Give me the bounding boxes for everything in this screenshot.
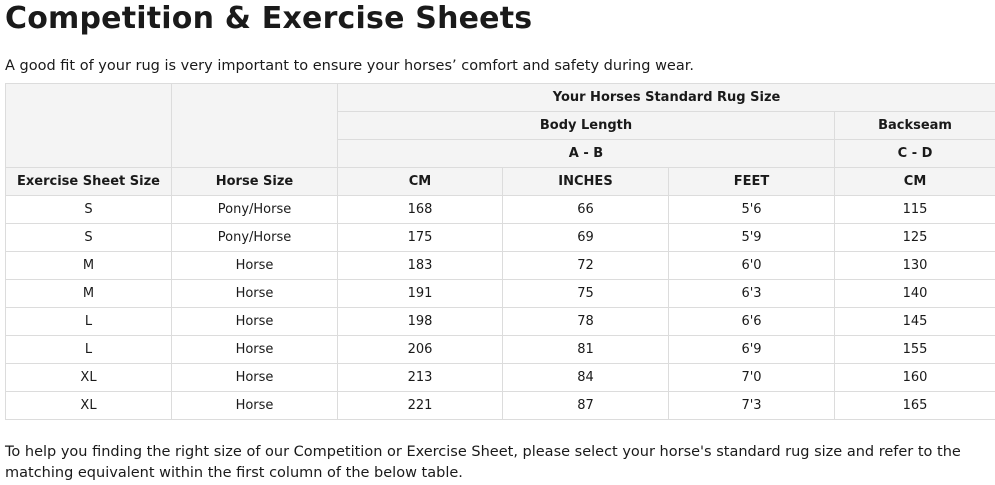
table-row — [6, 280, 995, 308]
header-blank-cell — [6, 84, 172, 168]
body-length-cm-cell: 206 — [338, 336, 503, 364]
body-length-cm-cell: 183 — [338, 252, 503, 280]
body-length-feet-cell: 6'6 — [669, 308, 835, 336]
column-header-backseam-cm: CM — [835, 168, 995, 196]
body-length-feet-cell: 7'3 — [669, 392, 835, 420]
horse-size-cell: Horse — [172, 252, 338, 280]
body-length-inches-cell: 81 — [503, 336, 669, 364]
exercise-sheet-size-cell: XL — [6, 392, 172, 420]
body-length-cm-cell: 213 — [338, 364, 503, 392]
backseam-cm-cell: 115 — [835, 196, 995, 224]
body-length-inches-cell: 69 — [503, 224, 669, 252]
backseam-cm-cell: 145 — [835, 308, 995, 336]
body-length-inches-cell: 87 — [503, 392, 669, 420]
body-length-code: A - B — [338, 140, 835, 168]
intro-text: A good fit of your rug is very important to ensure your horses’ comfort and safety during wear. — [5, 58, 694, 74]
backseam-cm-cell: 130 — [835, 252, 995, 280]
page-title: Competition & Exercise Sheets — [5, 1, 533, 36]
backseam-code: C - D — [835, 140, 995, 168]
backseam-cm-cell: 125 — [835, 224, 995, 252]
exercise-sheet-size-cell: L — [6, 336, 172, 364]
table-row — [6, 196, 995, 224]
body-length-cm-cell: 198 — [338, 308, 503, 336]
body-length-feet-cell: 5'9 — [669, 224, 835, 252]
body-length-feet-cell: 6'0 — [669, 252, 835, 280]
body-length-inches-cell: 84 — [503, 364, 669, 392]
table-row — [6, 224, 995, 252]
exercise-sheet-size-cell: L — [6, 308, 172, 336]
backseam-cm-cell: 160 — [835, 364, 995, 392]
body-length-inches-cell: 75 — [503, 280, 669, 308]
column-header-body-length-inches: INCHES — [503, 168, 669, 196]
backseam-cm-cell: 165 — [835, 392, 995, 420]
table-row — [6, 392, 995, 420]
backseam-cm-cell: 140 — [835, 280, 995, 308]
size-chart-table — [5, 83, 995, 420]
header-row-group — [6, 84, 995, 112]
column-header-row — [6, 168, 995, 196]
table-row — [6, 364, 995, 392]
horse-size-cell: Horse — [172, 280, 338, 308]
column-header-exercise-sheet-size: Exercise Sheet Size — [6, 168, 172, 196]
backseam-cm-cell: 155 — [835, 336, 995, 364]
horse-size-cell: Horse — [172, 392, 338, 420]
exercise-sheet-size-cell: M — [6, 280, 172, 308]
rug-size-group-header: Your Horses Standard Rug Size — [338, 84, 995, 112]
body-length-cm-cell: 191 — [338, 280, 503, 308]
table-row — [6, 252, 995, 280]
body-length-feet-cell: 6'3 — [669, 280, 835, 308]
column-header-body-length-feet: FEET — [669, 168, 835, 196]
header-blank-cell — [172, 84, 338, 168]
column-header-body-length-cm: CM — [338, 168, 503, 196]
column-header-horse-size: Horse Size — [172, 168, 338, 196]
footer-text: To help you finding the right size of our Competition or Exercise Sheet, please select your horse's standard rug size and refer to the matching equivalent within the first column of the below table. — [5, 444, 961, 481]
body-length-header: Body Length — [338, 112, 835, 140]
table-row — [6, 308, 995, 336]
backseam-header: Backseam — [835, 112, 995, 140]
horse-size-cell: Pony/Horse — [172, 196, 338, 224]
body-length-inches-cell: 78 — [503, 308, 669, 336]
exercise-sheet-size-cell: M — [6, 252, 172, 280]
body-length-inches-cell: 72 — [503, 252, 669, 280]
body-length-cm-cell: 168 — [338, 196, 503, 224]
table-body — [6, 196, 995, 420]
body-length-feet-cell: 6'9 — [669, 336, 835, 364]
exercise-sheet-size-cell: XL — [6, 364, 172, 392]
body-length-feet-cell: 5'6 — [669, 196, 835, 224]
body-length-cm-cell: 175 — [338, 224, 503, 252]
exercise-sheet-size-cell: S — [6, 224, 172, 252]
table-row — [6, 336, 995, 364]
exercise-sheet-size-cell: S — [6, 196, 172, 224]
body-length-feet-cell: 7'0 — [669, 364, 835, 392]
body-length-inches-cell: 66 — [503, 196, 669, 224]
horse-size-cell: Horse — [172, 364, 338, 392]
horse-size-cell: Horse — [172, 336, 338, 364]
horse-size-cell: Pony/Horse — [172, 224, 338, 252]
body-length-cm-cell: 221 — [338, 392, 503, 420]
horse-size-cell: Horse — [172, 308, 338, 336]
